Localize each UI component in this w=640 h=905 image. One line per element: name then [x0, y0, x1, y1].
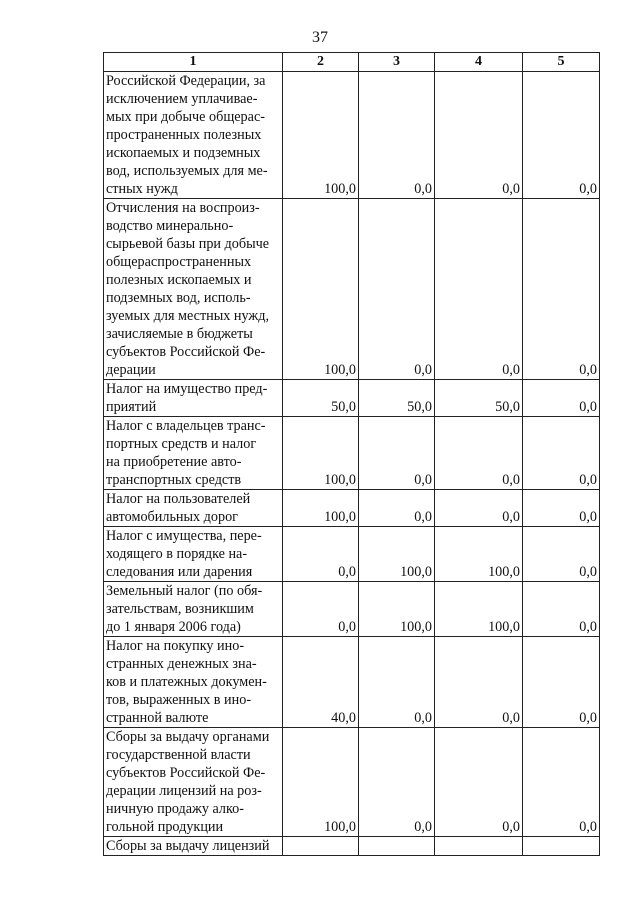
share-value-col-5: 0,0 — [523, 199, 600, 380]
share-value-col-4: 0,0 — [435, 728, 523, 837]
share-value-col-2: 0,0 — [283, 527, 359, 582]
table-row — [104, 728, 600, 837]
share-value-col-2: 0,0 — [283, 582, 359, 637]
table-body — [104, 72, 600, 856]
share-value-col-2: 100,0 — [283, 490, 359, 527]
header-row — [104, 53, 600, 72]
table-row — [104, 837, 600, 856]
tax-name-cell — [104, 199, 283, 380]
share-value-col-4: 0,0 — [435, 72, 523, 199]
tax-name-line: Сборы за выдачу органами — [106, 729, 270, 745]
tax-name-line: стных нужд — [106, 181, 178, 197]
tax-name-cell — [104, 417, 283, 490]
tax-name-line: государственной власти — [106, 747, 251, 763]
tax-name-line: Налог на пользователей — [106, 491, 251, 507]
tax-name-line: дерации — [106, 362, 156, 378]
share-value-col-4 — [435, 837, 523, 856]
tax-name-line: следования или дарения — [106, 564, 253, 580]
table-row — [104, 582, 600, 637]
share-value-col-2: 100,0 — [283, 199, 359, 380]
tax-name-line: субъектов Российской Фе- — [106, 765, 266, 781]
tax-name-line: мых при добыче общерас- — [106, 109, 265, 125]
tax-name-line: Налог на покупку ино- — [106, 638, 245, 654]
tax-name-line: ходящего в порядке на- — [106, 546, 248, 562]
column-header-2: 2 — [283, 53, 359, 72]
share-value-col-2 — [283, 837, 359, 856]
page-number: 37 — [312, 29, 328, 46]
table-row — [104, 637, 600, 728]
tax-name-cell — [104, 728, 283, 837]
share-value-col-2: 40,0 — [283, 637, 359, 728]
tax-name-line: портных средств и налог — [106, 436, 257, 452]
tax-name-line: до 1 января 2006 года) — [106, 619, 241, 635]
tax-name-line: автомобильных дорог — [106, 509, 238, 525]
tax-name-cell — [104, 837, 283, 856]
tax-name-line: сырьевой базы при добыче — [106, 236, 270, 252]
share-value-col-4: 50,0 — [435, 380, 523, 417]
share-value-col-3: 0,0 — [359, 417, 435, 490]
share-value-col-3: 100,0 — [359, 582, 435, 637]
share-value-col-3: 0,0 — [359, 199, 435, 380]
tax-name-line: зачисляемые в бюджеты — [106, 326, 253, 342]
table-row — [104, 417, 600, 490]
tax-name-line: субъектов Российской Фе- — [106, 344, 266, 360]
share-value-col-3 — [359, 837, 435, 856]
column-header-4: 4 — [435, 53, 523, 72]
share-value-col-5: 0,0 — [523, 72, 600, 199]
share-value-col-3: 0,0 — [359, 728, 435, 837]
share-value-col-2: 50,0 — [283, 380, 359, 417]
tax-name-cell — [104, 72, 283, 199]
share-value-col-5: 0,0 — [523, 490, 600, 527]
tax-name-line: полезных ископаемых и — [106, 272, 252, 288]
share-value-col-2: 100,0 — [283, 72, 359, 199]
share-value-col-4: 0,0 — [435, 417, 523, 490]
tax-name-line: водство минерально- — [106, 218, 234, 234]
share-value-col-2: 100,0 — [283, 417, 359, 490]
revenue-distribution-table — [103, 52, 600, 856]
table-row — [104, 199, 600, 380]
share-value-col-4: 0,0 — [435, 490, 523, 527]
tax-name-line: Сборы за выдачу лицензий — [106, 838, 270, 854]
column-header-3: 3 — [359, 53, 435, 72]
tax-name-line: Отчисления на воспроиз- — [106, 200, 260, 216]
tax-name-line: исключением уплачивае- — [106, 91, 258, 107]
tax-name-line: ничную продажу алко- — [106, 801, 244, 817]
tax-name-line: зуемых для местных нужд, — [106, 308, 269, 324]
tax-name-line: тов, выраженных в ино- — [106, 692, 252, 708]
share-value-col-5: 0,0 — [523, 728, 600, 837]
tax-name-line: зательствам, возникшим — [106, 601, 254, 617]
tax-name-line: пространенных полезных — [106, 127, 262, 143]
column-header-1: 1 — [104, 53, 283, 72]
tax-name-line: Налог на имущество пред- — [106, 381, 268, 397]
share-value-col-4: 100,0 — [435, 527, 523, 582]
share-value-col-3: 100,0 — [359, 527, 435, 582]
tax-name-cell — [104, 490, 283, 527]
table-row — [104, 490, 600, 527]
share-value-col-5: 0,0 — [523, 380, 600, 417]
tax-name-line: гольной продукции — [106, 819, 224, 835]
column-header-5: 5 — [523, 53, 600, 72]
table-row — [104, 527, 600, 582]
tax-name-line: Российской Федерации, за — [106, 73, 266, 89]
share-value-col-3: 0,0 — [359, 637, 435, 728]
tax-name-cell — [104, 380, 283, 417]
tax-name-line: транспортных средств — [106, 472, 242, 488]
table-row — [104, 72, 600, 199]
tax-name-line: Налог с владельцев транс- — [106, 418, 266, 434]
tax-name-line: Земельный налог (по обя- — [106, 583, 263, 599]
tax-name-cell — [104, 527, 283, 582]
share-value-col-3: 0,0 — [359, 72, 435, 199]
share-value-col-3: 0,0 — [359, 490, 435, 527]
share-value-col-5: 0,0 — [523, 637, 600, 728]
tax-name-line: вод, используемых для ме- — [106, 163, 268, 179]
tax-name-line: подземных вод, исполь- — [106, 290, 251, 306]
tax-name-line: на приобретение авто- — [106, 454, 242, 470]
tax-name-line: ков и платежных докумен- — [106, 674, 267, 690]
share-value-col-5: 0,0 — [523, 582, 600, 637]
tax-name-line: дерации лицензий на роз- — [106, 783, 262, 799]
tax-name-cell — [104, 637, 283, 728]
share-value-col-4: 0,0 — [435, 199, 523, 380]
share-value-col-4: 100,0 — [435, 582, 523, 637]
share-value-col-3: 50,0 — [359, 380, 435, 417]
tax-name-line: ископаемых и подземных — [106, 145, 261, 161]
share-value-col-5: 0,0 — [523, 417, 600, 490]
tax-name-line: приятий — [106, 399, 157, 415]
tax-name-cell — [104, 582, 283, 637]
tax-name-line: Налог с имущества, пере- — [106, 528, 262, 544]
tax-name-line: странной валюте — [106, 710, 209, 726]
share-value-col-5: 0,0 — [523, 527, 600, 582]
share-value-col-5 — [523, 837, 600, 856]
tax-name-line: общераспространенных — [106, 254, 252, 270]
table-row — [104, 380, 600, 417]
share-value-col-2: 100,0 — [283, 728, 359, 837]
tax-name-line: странных денежных зна- — [106, 656, 257, 672]
share-value-col-4: 0,0 — [435, 637, 523, 728]
